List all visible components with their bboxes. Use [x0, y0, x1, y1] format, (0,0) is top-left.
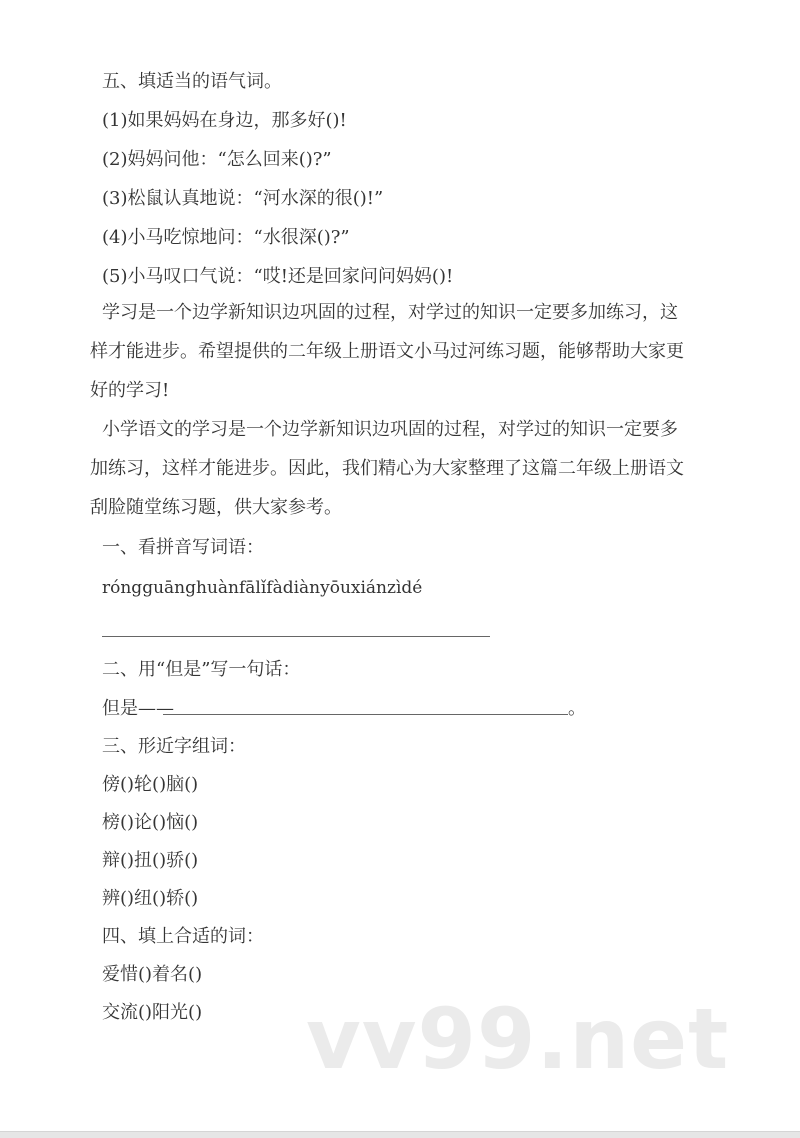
paragraph1-line: 样才能进步。希望提供的二年级上册语文小马过河练习题，能够帮助大家更: [90, 341, 684, 362]
section4-item: 爱惜()着名(): [102, 964, 203, 985]
paragraph2-line: 加练习，这样才能进步。因此，我们精心为大家整理了这篇二年级上册语文: [90, 458, 684, 479]
pinyin-text: róngguānghuànfālǐfàdiànyōuxiánzìdé: [102, 578, 423, 598]
section2-prompt: 但是——: [102, 698, 174, 719]
section3-item: 辩()扭()骄(): [102, 850, 199, 871]
section2-heading: 二、用“但是”写一句话：: [102, 659, 301, 680]
section5-item: (4)小马吃惊地问：“水很深()?”: [102, 227, 350, 248]
section4-item: 交流()阳光(): [102, 1002, 203, 1023]
section3-item: 傍()轮()脑(): [102, 774, 199, 795]
section3-item: 榜()论()恼(): [102, 812, 199, 833]
section5-item: (2)妈妈问他：“怎么回来()?”: [102, 149, 332, 170]
section5-item: (1)如果妈妈在身边，那多好()!: [102, 110, 347, 131]
section5-item: (5)小马叹口气说：“哎!还是回家问问妈妈()!: [102, 266, 454, 287]
section5-item: (3)松鼠认真地说：“河水深的很()!”: [102, 188, 384, 209]
section4-heading: 四、填上合适的词：: [102, 926, 264, 947]
paragraph2-line: 刮脸随堂练习题，供大家参考。: [90, 497, 342, 518]
paragraph1-line: 学习是一个边学新知识边巩固的过程，对学过的知识一定要多加练习，这: [102, 302, 678, 323]
section3-heading: 三、形近字组词：: [102, 736, 246, 757]
paragraph2-line: 小学语文的学习是一个边学新知识边巩固的过程，对学过的知识一定要多: [102, 419, 678, 440]
section3-item: 辨()纽()轿(): [102, 888, 199, 909]
watermark: vv99.net: [306, 990, 730, 1088]
section1-heading: 一、看拼音写词语：: [102, 537, 264, 558]
section5-heading: 五、填适当的语气词。: [102, 71, 282, 92]
answer-blank-line: [102, 636, 490, 637]
paragraph1-line: 好的学习!: [90, 380, 170, 401]
section2-end: 。: [568, 698, 586, 719]
answer-blank-line: [163, 714, 568, 715]
